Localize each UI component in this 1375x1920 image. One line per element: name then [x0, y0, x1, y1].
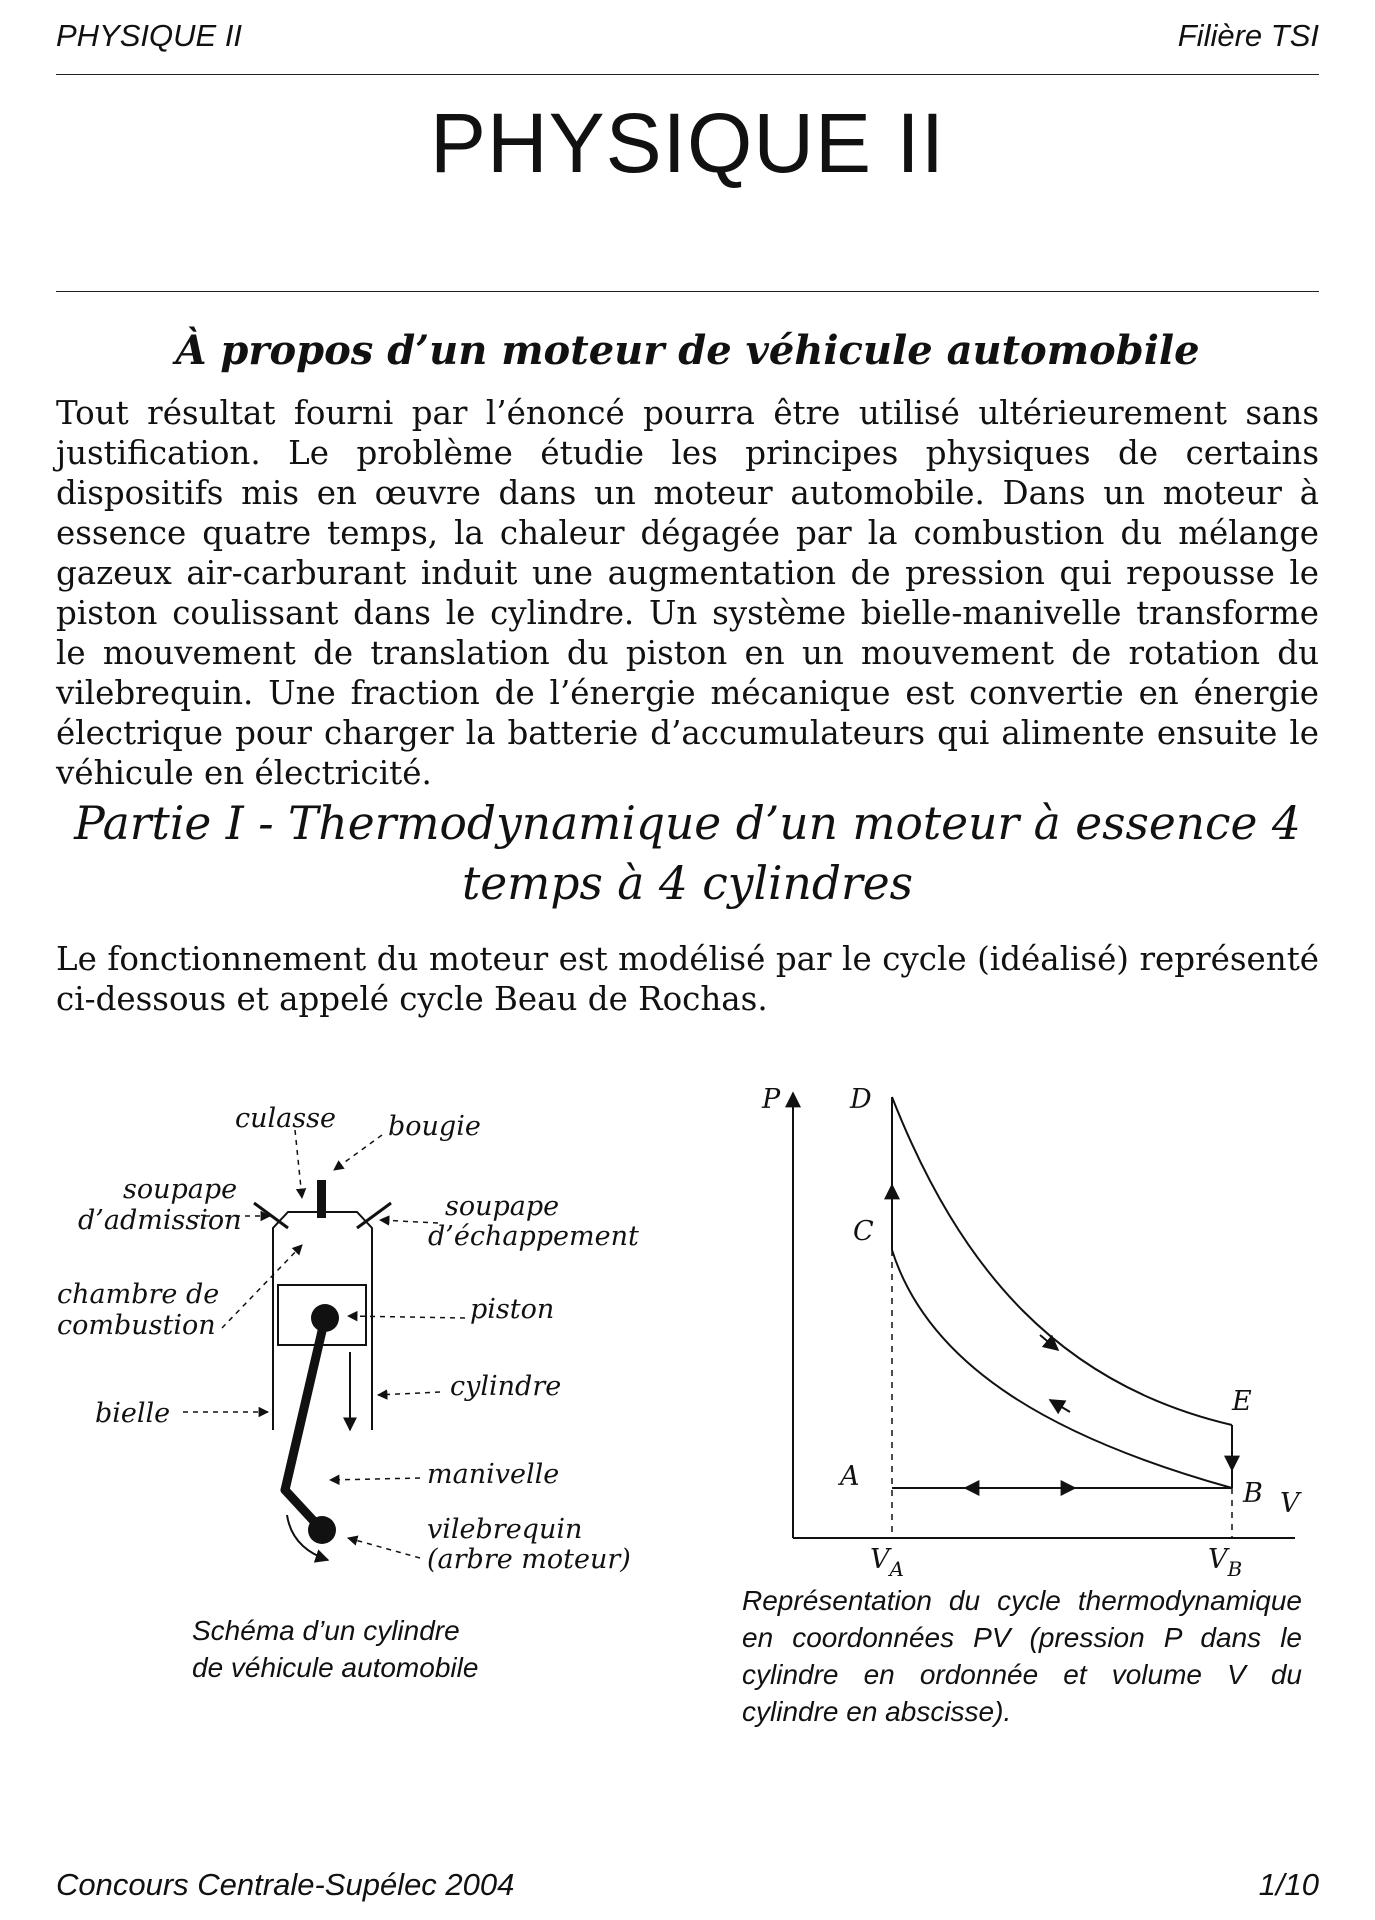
spark-plug [317, 1180, 326, 1218]
label-soupape-ech-2: d’échappement [428, 1221, 639, 1252]
arrow-de [1040, 1335, 1058, 1350]
label-point-d: D [850, 1084, 872, 1115]
page-title: PHYSIQUE II [429, 96, 946, 190]
label-soupape-adm-2: d’admission [78, 1205, 242, 1236]
leader-culasse [295, 1130, 302, 1198]
engine-caption [192, 1612, 478, 1686]
header-divider [56, 74, 1319, 75]
label-bougie: bougie [388, 1111, 481, 1142]
va-sub: A [889, 1557, 904, 1581]
label-bielle: bielle [95, 1398, 171, 1429]
vb-main: V [1208, 1544, 1228, 1575]
crankshaft [308, 1516, 336, 1544]
label-cylindre: cylindre [450, 1371, 562, 1402]
label-vb [1208, 1544, 1242, 1581]
label-culasse: culasse [235, 1103, 336, 1134]
label-point-a: A [840, 1461, 860, 1492]
part1-title [56, 794, 1319, 914]
label-axis-v: V [1280, 1488, 1300, 1519]
label-vilebrequin-1: vilebrequin [427, 1514, 583, 1545]
label-point-e: E [1232, 1386, 1252, 1417]
label-point-b: B [1243, 1478, 1263, 1509]
engine-caption-line1: Schéma d’un cylindre [192, 1615, 460, 1646]
part1-title-line2: temps à 4 cylindres [461, 857, 914, 910]
curve-de [892, 1097, 1232, 1425]
footer-left: Concours Centrale-Supélec 2004 [56, 1867, 515, 1902]
engine-schematic [0, 1080, 700, 1600]
exhaust-valve [357, 1203, 391, 1228]
leader-bougie [334, 1135, 382, 1170]
leader-vilebrequin [348, 1538, 420, 1558]
vb-sub: B [1227, 1557, 1243, 1581]
label-vilebrequin-2: (arbre moteur) [427, 1544, 631, 1575]
label-soupape-adm-1: soupape [123, 1174, 238, 1205]
leader-cylindre [378, 1392, 440, 1395]
label-chambre-1: chambre de [57, 1279, 220, 1310]
label-soupape-ech-1: soupape [445, 1191, 560, 1222]
label-chambre-2: combustion [57, 1310, 216, 1341]
label-manivelle: manivelle [427, 1459, 560, 1490]
leader-manivelle [330, 1478, 420, 1480]
label-point-c: C [853, 1216, 874, 1247]
subtitle: À propos d’un moteur de véhicule automobile [175, 327, 1200, 374]
header-left: PHYSIQUE II [56, 18, 243, 53]
label-axis-p: P [762, 1084, 781, 1115]
pv-diagram [700, 1070, 1320, 1580]
label-piston: piston [470, 1294, 555, 1325]
header-right: Filière TSI [1177, 18, 1319, 53]
pv-caption: Représentation du cycle thermodynamique en coordonnées PV (pression P dans le cylindre en ordonnée et volume V du cylindre en abscisse). [742, 1585, 1302, 1727]
label-va [870, 1544, 904, 1581]
va-main: V [870, 1544, 890, 1575]
footer-right: 1/10 [1258, 1867, 1319, 1902]
part1-paragraph: Le fonctionnement du moteur est modélisé par le cycle (idéalisé) représenté ci-dessous et appelé cycle Beau de Rochas. [56, 940, 1319, 1018]
title-divider [56, 291, 1319, 292]
intro-paragraph: Tout résultat fourni par l’énoncé pourra être utilisé ultérieurement sans justification. Le problème étudie les principes physiques de certains dispositifs mis en œuvre dans un moteur automobile. Dans un moteur à essence quatre temps, la chaleur dégagée par la combustion du mélange gazeux air-carburant induit une augmentation de pression qui repousse le piston coulissant dans le cylindre. Un système bielle-manivelle transforme le mouvement de translation du piston en un mouvement de rotation du vilebrequin. Une fraction de l’énergie mécanique est convertie en énergie électrique pour charger la batterie d’accumulateurs qui alimente ensuite le véhicule en électricité. [56, 394, 1319, 792]
part1-title-line1: Partie I - Thermodynamique d’un moteur à essence 4 [74, 797, 1301, 850]
curve-bc [892, 1250, 1232, 1488]
arrow-bc [1050, 1400, 1070, 1412]
engine-caption-line2: de véhicule automobile [192, 1652, 479, 1683]
